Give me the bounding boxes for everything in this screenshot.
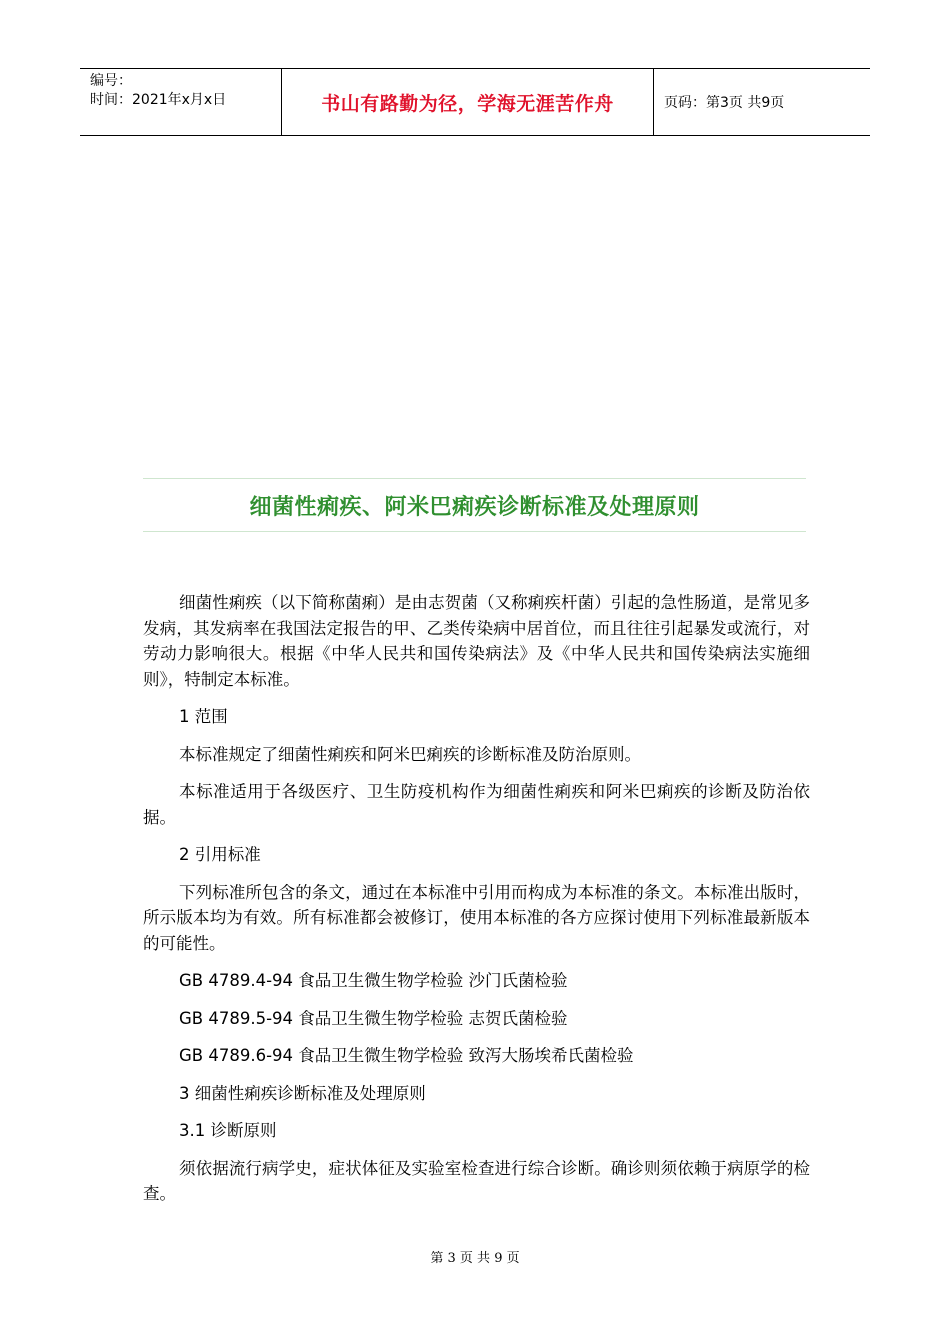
- page-header: [80, 68, 870, 136]
- number-label: 编号：: [90, 73, 132, 89]
- header-meta: [80, 69, 282, 135]
- section-heading: 2 引用标准: [179, 845, 261, 864]
- section-heading: 3 细菌性痢疾诊断标准及处理原则: [179, 1083, 426, 1103]
- section-heading: 1 范围: [179, 707, 228, 726]
- document-body: [143, 590, 810, 1219]
- subsection-heading: 3.1 诊断原则: [179, 1121, 277, 1140]
- time-label: 时间：2021年x月x日: [90, 92, 227, 108]
- reference-item: GB 4789.6-94 食品卫生微生物学检验 致泻大肠埃希氏菌检验: [179, 1046, 634, 1065]
- header-page-info: 页码：第3页 共9页: [664, 95, 785, 111]
- document-title: 细菌性痢疾、阿米巴痢疾诊断标准及处理原则: [249, 494, 700, 520]
- header-motto: 书山有路勤为径，学海无涯苦作舟: [282, 69, 654, 135]
- reference-item: GB 4789.5-94 食品卫生微生物学检验 志贺氏菌检验: [179, 1008, 568, 1028]
- paragraph: 细菌性痢疾（以下简称菌痢）是由志贺菌（又称痢疾杆菌）引起的急性肠道，是常见多发病，其发病率在我国法定报告的甲、乙类传染病中居首位，而且往往引起暴发或流行，对劳动力影响很大。根据《中华人民共和国传染病法》及《中华人民共和国传染病法实施细则》，特制定本标准。: [143, 593, 810, 689]
- paragraph: 本标准适用于各级医疗、卫生防疫机构作为细菌性痢疾和阿米巴痢疾的诊断及防治依据。: [143, 782, 810, 827]
- paragraph: 下列标准所包含的条文，通过在本标准中引用而构成为本标准的条文。本标准出版时，所示版本均为有效。所有标准都会被修订，使用本标准的各方应探讨使用下列标准最新版本的可能性。: [143, 882, 810, 953]
- reference-item: GB 4789.4-94 食品卫生微生物学检验 沙门氏菌检验: [179, 971, 568, 990]
- paragraph: 须依据流行病学史，症状体征及实验室检查进行综合诊断。确诊则须依赖于病原学的检查。: [143, 1158, 810, 1203]
- page-footer: 第 3 页 共 9 页: [430, 1251, 520, 1266]
- paragraph: 本标准规定了细菌性痢疾和阿米巴痢疾的诊断标准及防治原则。: [179, 744, 641, 764]
- document-title-block: [143, 478, 806, 532]
